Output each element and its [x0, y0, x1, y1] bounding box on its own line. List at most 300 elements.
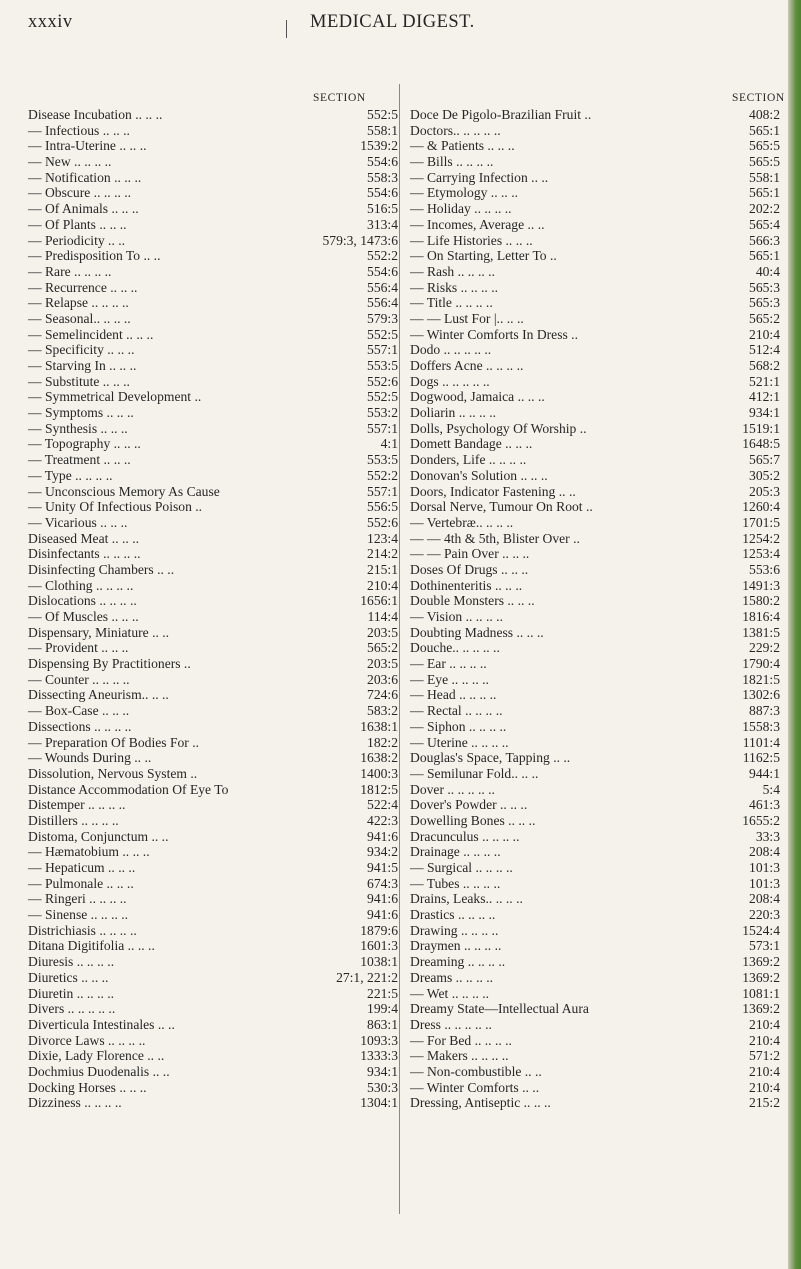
index-entry — [28, 138, 398, 154]
section-reference: 1580:2 — [742, 593, 780, 609]
index-entry — [28, 123, 398, 139]
index-term: — Preparation Of Bodies For .. — [28, 734, 200, 750]
index-entry — [28, 436, 398, 452]
index-entry — [410, 484, 780, 500]
index-entry — [28, 735, 398, 751]
section-reference: 573:1 — [749, 938, 780, 954]
index-term: — Incomes, Average .. .. — [410, 216, 545, 232]
section-reference: 1812:5 — [360, 781, 398, 797]
index-entry — [410, 405, 780, 421]
index-term: — Semilunar Fold.. .. .. — [410, 765, 539, 781]
index-entry — [28, 891, 398, 907]
index-term: — Unity Of Infectious Poison .. — [28, 499, 203, 515]
index-term: — Head .. .. .. .. — [410, 687, 497, 703]
index-entry — [28, 546, 398, 562]
index-term: Distoma, Conjunctum .. .. — [28, 828, 169, 844]
section-reference: 552:5 — [367, 107, 398, 122]
section-reference: 203:6 — [367, 671, 398, 687]
index-entry — [410, 954, 780, 970]
section-reference: 408:2 — [749, 107, 780, 122]
index-entry — [28, 280, 398, 296]
index-term: — Notification .. .. .. — [28, 169, 142, 185]
index-term: Divorce Laws .. .. .. .. — [28, 1032, 146, 1048]
index-term: Dislocations .. .. .. .. — [28, 593, 137, 609]
index-entry — [28, 986, 398, 1002]
index-entry — [410, 656, 780, 672]
index-entry — [410, 844, 780, 860]
index-term: Distillers .. .. .. .. — [28, 812, 119, 828]
index-entry — [28, 421, 398, 437]
index-term: Dreamy State—Intellectual Aura — [410, 1001, 589, 1017]
section-reference: 1093:3 — [360, 1032, 398, 1048]
index-entry — [28, 844, 398, 860]
section-reference: 1638:1 — [360, 718, 398, 734]
index-term: Dress .. .. .. .. .. — [410, 1016, 492, 1032]
section-reference: 4:1 — [380, 436, 398, 452]
index-entry — [410, 107, 780, 123]
section-reference: 558:1 — [367, 122, 398, 138]
index-term: Dissecting Aneurism.. .. .. — [28, 687, 169, 703]
section-reference: 461:3 — [749, 797, 780, 813]
section-reference: 1253:4 — [742, 546, 780, 562]
section-reference: 565:3 — [749, 295, 780, 311]
section-reference: 553:5 — [367, 358, 398, 373]
index-entry — [410, 703, 780, 719]
section-reference: 1701:5 — [742, 514, 780, 530]
index-entry — [410, 138, 780, 154]
section-reference: 565:2 — [749, 310, 780, 326]
index-entry — [410, 766, 780, 782]
index-term: — Title .. .. .. .. — [410, 295, 493, 311]
index-term: Doses Of Drugs .. .. .. — [410, 561, 529, 577]
section-reference: 565:2 — [367, 640, 398, 656]
index-term: Drawing .. .. .. .. — [410, 922, 499, 938]
index-term: — Rare .. .. .. .. — [28, 263, 112, 279]
index-entry — [410, 750, 780, 766]
section-reference: 210:4 — [367, 577, 398, 593]
section-reference: 210:4 — [749, 1063, 780, 1079]
section-reference: 1790:4 — [742, 656, 780, 672]
index-term: — Rectal .. .. .. .. — [410, 703, 503, 719]
index-term: Dressing, Antiseptic .. .. .. — [410, 1095, 551, 1111]
section-reference: 579:3 — [367, 310, 398, 326]
index-term: — Wet .. .. .. .. — [410, 985, 490, 1001]
section-reference: 1369:2 — [742, 954, 780, 970]
index-term: Dogs .. .. .. .. .. — [410, 373, 490, 389]
index-entry — [28, 782, 398, 798]
section-reference: 1381:5 — [742, 624, 780, 640]
index-entry — [28, 531, 398, 547]
section-reference: 1491:3 — [742, 577, 780, 593]
index-term: — Winter Comforts .. .. — [410, 1079, 540, 1095]
section-reference: 552:6 — [367, 373, 398, 389]
index-entry — [28, 248, 398, 264]
index-term: — Ear .. .. .. .. — [410, 656, 487, 672]
index-entry — [28, 672, 398, 688]
section-reference: 40:4 — [755, 263, 780, 279]
section-reference: 568:2 — [749, 358, 780, 373]
index-entry — [28, 154, 398, 170]
index-entry — [28, 452, 398, 468]
index-entry — [28, 1001, 398, 1017]
index-term: — Topography .. .. .. — [28, 436, 141, 452]
index-term: Disinfecting Chambers .. .. — [28, 561, 175, 577]
index-entry — [28, 1017, 398, 1033]
index-term: Dizziness .. .. .. .. — [28, 1095, 122, 1111]
index-entry — [410, 499, 780, 515]
index-entry — [410, 986, 780, 1002]
section-reference: 941:6 — [367, 891, 398, 907]
index-entry — [28, 374, 398, 390]
index-term: — Non-combustible .. .. — [410, 1063, 542, 1079]
index-entry — [410, 719, 780, 735]
index-entry — [28, 201, 398, 217]
index-entry — [28, 484, 398, 500]
section-reference: 1656:1 — [360, 593, 398, 609]
index-term: — New .. .. .. .. — [28, 154, 112, 170]
index-term: Dolls, Psychology Of Worship .. — [410, 420, 587, 436]
section-reference: 313:4 — [367, 216, 398, 232]
index-entry — [28, 860, 398, 876]
section-reference: 557:1 — [367, 483, 398, 499]
section-reference: 208:4 — [749, 844, 780, 860]
index-entry — [28, 876, 398, 892]
index-term: Donovan's Solution .. .. .. — [410, 467, 548, 483]
section-reference: 863:1 — [367, 1016, 398, 1032]
index-entry — [28, 499, 398, 515]
index-entry — [410, 531, 780, 547]
index-entry — [410, 311, 780, 327]
index-term: Dracunculus .. .. .. .. — [410, 828, 520, 844]
index-entry — [28, 609, 398, 625]
index-entry — [28, 311, 398, 327]
index-term: Districhiasis .. .. .. .. — [28, 922, 137, 938]
section-reference: 1038:1 — [360, 954, 398, 970]
index-entry — [28, 170, 398, 186]
index-term: Ditana Digitifolia .. .. .. — [28, 938, 155, 954]
section-reference: 1519:1 — [742, 420, 780, 436]
index-entry — [410, 938, 780, 954]
section-reference: 1302:6 — [742, 687, 780, 703]
index-term: Dorsal Nerve, Tumour On Root .. — [410, 499, 593, 515]
index-term: — For Bed .. .. .. .. — [410, 1032, 512, 1048]
index-term: Dodo .. .. .. .. .. — [410, 342, 492, 358]
index-entry — [410, 295, 780, 311]
section-reference: 27:1, 221:2 — [336, 969, 398, 985]
index-term: — Pulmonale .. .. .. — [28, 875, 134, 891]
index-term: — Winter Comforts In Dress .. — [410, 326, 578, 342]
section-reference: 1638:2 — [360, 750, 398, 766]
section-reference: 556:4 — [367, 279, 398, 295]
index-entry — [410, 546, 780, 562]
section-reference: 5:4 — [762, 781, 780, 797]
index-entry — [28, 233, 398, 249]
index-entry — [410, 593, 780, 609]
index-entry — [28, 938, 398, 954]
index-entry — [28, 389, 398, 405]
index-term: — Rash .. .. .. .. — [410, 263, 495, 279]
index-term: Drastics .. .. .. .. — [410, 907, 496, 923]
index-term: — Of Plants .. .. .. — [28, 216, 127, 232]
index-entry — [28, 217, 398, 233]
index-term: — Relapse .. .. .. .. — [28, 295, 129, 311]
index-term: — Seasonal.. .. .. .. — [28, 310, 131, 326]
section-reference: 1260:4 — [742, 499, 780, 515]
index-term: Dispensary, Miniature .. .. — [28, 624, 170, 640]
index-term: Divers .. .. .. .. .. — [28, 1001, 116, 1017]
section-reference: 1601:3 — [360, 938, 398, 954]
section-reference: 583:2 — [367, 703, 398, 719]
right-section-label: SECTION — [732, 92, 785, 104]
section-reference: 552:2 — [367, 467, 398, 483]
index-entry — [410, 436, 780, 452]
index-term: — Symmetrical Development .. — [28, 389, 202, 405]
index-term: — — 4th & 5th, Blister Over .. — [410, 530, 580, 546]
index-entry — [410, 280, 780, 296]
section-reference: 554:6 — [367, 185, 398, 201]
index-term: Diuretin .. .. .. .. — [28, 985, 115, 1001]
section-reference: 214:2 — [367, 546, 398, 562]
section-reference: 566:3 — [749, 232, 780, 248]
index-term: — Makers .. .. .. .. — [410, 1048, 509, 1064]
index-term: — Treatment .. .. .. — [28, 452, 131, 468]
index-term: Dochmius Duodenalis .. .. — [28, 1063, 170, 1079]
section-reference: 114:4 — [367, 609, 398, 624]
index-entry — [410, 672, 780, 688]
index-term: Dover's Powder .. .. .. — [410, 797, 528, 813]
index-entry — [28, 797, 398, 813]
index-entry — [410, 1001, 780, 1017]
index-entry — [410, 876, 780, 892]
section-reference: 1879:6 — [360, 922, 398, 938]
index-entry — [28, 515, 398, 531]
section-reference: 522:4 — [367, 797, 398, 813]
index-term: — Hæmatobium .. .. .. — [28, 844, 150, 860]
index-entry — [28, 703, 398, 719]
index-entry — [410, 687, 780, 703]
index-entry — [410, 923, 780, 939]
index-term: — & Patients .. .. .. — [410, 138, 515, 154]
index-term: Domett Bandage .. .. .. — [410, 436, 533, 452]
index-term: — Obscure .. .. .. .. — [28, 185, 132, 201]
index-entry — [410, 829, 780, 845]
index-term: Dispensing By Practitioners .. — [28, 656, 191, 672]
index-entry — [28, 923, 398, 939]
index-entry — [28, 640, 398, 656]
index-term: Doctors.. .. .. .. .. — [410, 122, 501, 138]
section-reference: 1369:2 — [742, 1001, 780, 1017]
index-term: — Type .. .. .. .. — [28, 467, 113, 483]
index-entry — [28, 358, 398, 374]
index-term: — Tubes .. .. .. .. — [410, 875, 501, 891]
index-entry — [410, 1064, 780, 1080]
index-term: — Of Muscles .. .. .. — [28, 609, 139, 624]
section-reference: 305:2 — [749, 467, 780, 483]
section-reference: 556:4 — [367, 295, 398, 311]
index-entry — [410, 562, 780, 578]
index-term: Douglas's Space, Tapping .. .. — [410, 750, 571, 766]
index-entry — [28, 468, 398, 484]
section-reference: 724:6 — [367, 687, 398, 703]
section-reference: 565:1 — [749, 248, 780, 264]
section-reference: 554:6 — [367, 263, 398, 279]
index-term: — — Pain Over .. .. .. — [410, 546, 530, 562]
left-index-column — [28, 107, 398, 1111]
section-reference: 205:3 — [749, 483, 780, 499]
index-entry — [28, 719, 398, 735]
index-entry — [410, 735, 780, 751]
index-entry — [410, 860, 780, 876]
index-term: Disinfectants .. .. .. .. — [28, 546, 141, 562]
index-term: — Uterine .. .. .. .. — [410, 734, 509, 750]
index-entry — [28, 1033, 398, 1049]
section-reference: 1304:1 — [360, 1095, 398, 1111]
index-term: — Of Animals .. .. .. — [28, 201, 139, 217]
index-term: — Etymology .. .. .. — [410, 185, 518, 201]
index-entry — [410, 907, 780, 923]
header-tick-mark — [286, 20, 287, 38]
section-reference: 123:4 — [367, 530, 398, 546]
section-reference: 565:5 — [749, 138, 780, 154]
index-term: Docking Horses .. .. .. — [28, 1079, 147, 1095]
section-reference: 1539:2 — [360, 138, 398, 154]
section-reference: 203:5 — [367, 624, 398, 640]
section-reference: 565:3 — [749, 279, 780, 295]
book-spine-edge — [788, 0, 801, 1269]
index-entry — [410, 201, 780, 217]
index-entry — [28, 625, 398, 641]
index-entry — [28, 107, 398, 123]
index-entry — [28, 562, 398, 578]
index-entry — [410, 782, 780, 798]
section-reference: 203:5 — [367, 656, 398, 672]
index-entry — [28, 687, 398, 703]
section-reference: 33:3 — [755, 828, 780, 844]
index-entry — [410, 609, 780, 625]
right-index-column — [410, 107, 780, 1111]
section-reference: 516:5 — [367, 201, 398, 217]
index-entry — [28, 327, 398, 343]
index-term: Dogwood, Jamaica .. .. .. — [410, 389, 545, 405]
section-reference: 220:3 — [749, 907, 780, 923]
index-entry — [410, 217, 780, 233]
index-term: — Vicarious .. .. .. — [28, 514, 128, 530]
index-term: — Substitute .. .. .. — [28, 373, 130, 389]
section-reference: 553:2 — [367, 405, 398, 421]
section-reference: 1369:2 — [742, 969, 780, 985]
index-term: Doliarin .. .. .. .. — [410, 405, 497, 421]
index-term: — Specificity .. .. .. — [28, 342, 135, 358]
section-reference: 553:5 — [367, 452, 398, 468]
index-entry — [28, 813, 398, 829]
index-term: — Hepaticum .. .. .. — [28, 860, 136, 875]
index-term: — Holiday .. .. .. .. — [410, 201, 512, 217]
section-reference: 553:6 — [749, 561, 780, 577]
section-reference: 215:2 — [749, 1095, 780, 1111]
index-entry — [410, 123, 780, 139]
index-term: Double Monsters .. .. .. — [410, 593, 535, 609]
section-reference: 565:4 — [749, 216, 780, 232]
page-title: MEDICAL DIGEST. — [310, 12, 475, 32]
index-entry — [28, 907, 398, 923]
section-reference: 941:6 — [367, 828, 398, 844]
section-reference: 210:4 — [749, 1032, 780, 1048]
section-reference: 1558:3 — [742, 718, 780, 734]
page-header — [28, 12, 748, 36]
index-entry — [410, 813, 780, 829]
section-reference: 565:1 — [749, 185, 780, 201]
page-number: xxxiv — [28, 12, 73, 32]
section-reference: 565:1 — [749, 122, 780, 138]
section-reference: 101:3 — [749, 860, 780, 875]
index-term: — Starving In .. .. .. — [28, 358, 137, 373]
section-reference: 556:5 — [367, 499, 398, 515]
section-reference: 941:6 — [367, 907, 398, 923]
column-divider — [399, 84, 400, 1214]
index-entry — [410, 1080, 780, 1096]
index-entry — [410, 170, 780, 186]
index-entry — [410, 185, 780, 201]
index-term: Dover .. .. .. .. .. — [410, 781, 495, 797]
section-reference: 887:3 — [749, 703, 780, 719]
section-reference: 552:5 — [367, 326, 398, 342]
section-reference: 199:4 — [367, 1001, 398, 1017]
index-entry — [410, 342, 780, 358]
index-entry — [28, 1080, 398, 1096]
section-reference: 941:5 — [367, 860, 398, 875]
index-term: — Vision .. .. .. .. — [410, 609, 503, 624]
section-reference: 422:3 — [367, 812, 398, 828]
index-term: — Surgical .. .. .. .. — [410, 860, 513, 875]
section-reference: 934:1 — [749, 405, 780, 421]
section-reference: 934:1 — [367, 1063, 398, 1079]
section-reference: 1101:4 — [742, 734, 780, 750]
index-entry — [410, 264, 780, 280]
index-entry — [410, 389, 780, 405]
section-reference: 530:3 — [367, 1079, 398, 1095]
index-term: Diuresis .. .. .. .. — [28, 954, 115, 970]
section-reference: 1162:5 — [742, 750, 780, 766]
left-section-label: SECTION — [313, 92, 366, 104]
section-reference: 944:1 — [749, 765, 780, 781]
index-term: Dothinenteritis .. .. .. — [410, 577, 523, 593]
index-term: Dowelling Bones .. .. .. — [410, 812, 536, 828]
index-entry — [28, 1048, 398, 1064]
index-entry — [410, 358, 780, 374]
index-term: Diuretics .. .. .. — [28, 969, 109, 985]
index-term: — Box-Case .. .. .. — [28, 703, 130, 719]
index-entry — [28, 405, 398, 421]
index-term: Draymen .. .. .. .. — [410, 938, 502, 954]
section-reference: 552:6 — [367, 514, 398, 530]
index-entry — [28, 766, 398, 782]
index-term: — Vertebræ.. .. .. .. — [410, 514, 514, 530]
section-reference: 182:2 — [367, 734, 398, 750]
index-entry — [410, 1095, 780, 1111]
index-entry — [410, 1017, 780, 1033]
index-entry — [410, 640, 780, 656]
index-entry — [410, 625, 780, 641]
index-entry — [28, 593, 398, 609]
index-entry — [410, 248, 780, 264]
index-term: — Life Histories .. .. .. — [410, 232, 533, 248]
index-term: — Predisposition To .. .. — [28, 248, 161, 264]
index-term: Dissections .. .. .. .. — [28, 718, 132, 734]
index-entry — [410, 233, 780, 249]
index-entry — [28, 578, 398, 594]
index-term: — Risks .. .. .. .. — [410, 279, 498, 295]
section-reference: 558:3 — [367, 169, 398, 185]
